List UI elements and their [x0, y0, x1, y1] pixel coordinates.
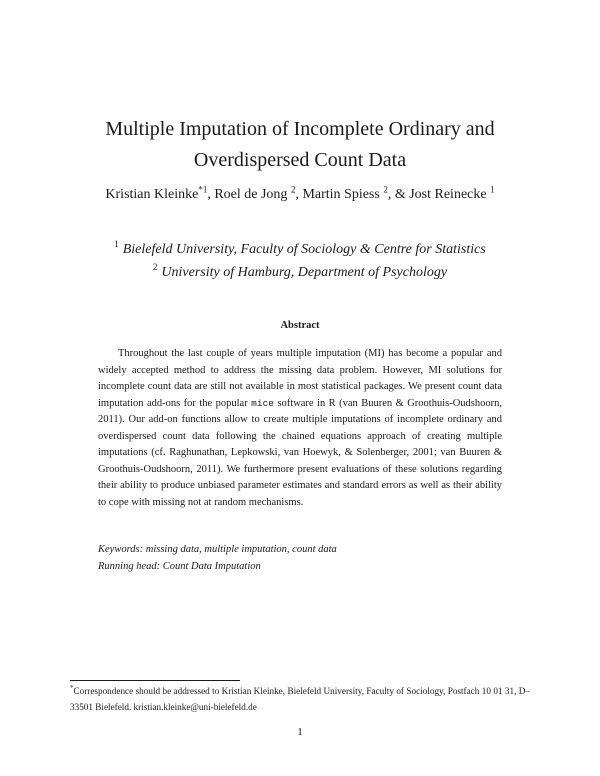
affiliation — [60, 261, 540, 284]
author-separator: , — [295, 187, 303, 202]
page-number: 1 — [297, 726, 303, 738]
author-mark: 2 — [290, 184, 296, 195]
author-name: Martin Spiess — [302, 187, 384, 202]
abstract-text-part: software in R (van Buuren & Groothuis-Oudshoorn, 2011). Our add-on functions allow to create multiple imputations of incomplete ordinary and overdispersed count data following the chained equations approach of creating multiple imputations (cf. Raghunathan, Lepkowski, van Hoewyk, & Solenberger, 2001; van Buuren & Groothuis-Oudshoorn, 2011). We furthermore present evaluations of these solutions regarding their ability to produce unbiased parameter estimates and standard errors as well as their ability to cope with missing not at random mechanisms. — [98, 397, 503, 508]
author-name: Roel de Jong — [214, 187, 291, 202]
author-mark: *1 — [198, 184, 208, 195]
abstract-body — [98, 346, 502, 511]
abstract-text-part: Throughout the last couple of years multiple imputation (MI) has become a popular and widely accepted method to address the missing data problem. However, MI solutions for incomplete count data are still not available in most statistical packages. We present count data imputation add-ons for the popular — [98, 348, 502, 409]
author-mark: 2 — [383, 184, 388, 195]
affiliation-mark: 2 — [152, 262, 158, 273]
affiliation-list — [60, 238, 540, 284]
running-head: Running head: Count Data Imputation — [98, 560, 261, 572]
keywords-block — [98, 542, 502, 575]
author-name: Jost Reinecke — [409, 187, 491, 202]
author-name: Kristian Kleinke — [105, 187, 199, 202]
title-line-1: Multiple Imputation of Incomplete Ordinary and — [105, 118, 495, 140]
affiliation-text: University of Hamburg, Department of Psychology — [161, 265, 448, 280]
affiliation-text: Bielefeld University, Faculty of Sociology & Centre for Statistics — [122, 242, 486, 257]
footnote-rule — [70, 680, 240, 681]
abstract-code-term: mice — [251, 397, 274, 409]
affiliation-mark: 1 — [114, 239, 119, 250]
abstract-heading: Abstract — [280, 320, 320, 331]
keywords: Keywords: missing data, multiple imputation, count data — [98, 544, 337, 555]
author-separator: , — [207, 187, 215, 202]
footnote — [70, 683, 530, 715]
title-line-2: Overdispersed Count Data — [193, 149, 407, 171]
affiliation — [60, 238, 540, 261]
author-mark: 1 — [490, 184, 495, 195]
footnote-mark: * — [70, 683, 74, 692]
paper-title — [60, 114, 540, 176]
author-list — [60, 186, 540, 204]
author-separator: , & — [387, 187, 410, 202]
footnote-text: Correspondence should be addressed to Kristian Kleinke, Bielefeld University, Faculty of Sociology, Postfach 10 01 31, D–33501 Bielefeld. kristian.kleinke@uni-bielefeld.de — [70, 686, 530, 712]
